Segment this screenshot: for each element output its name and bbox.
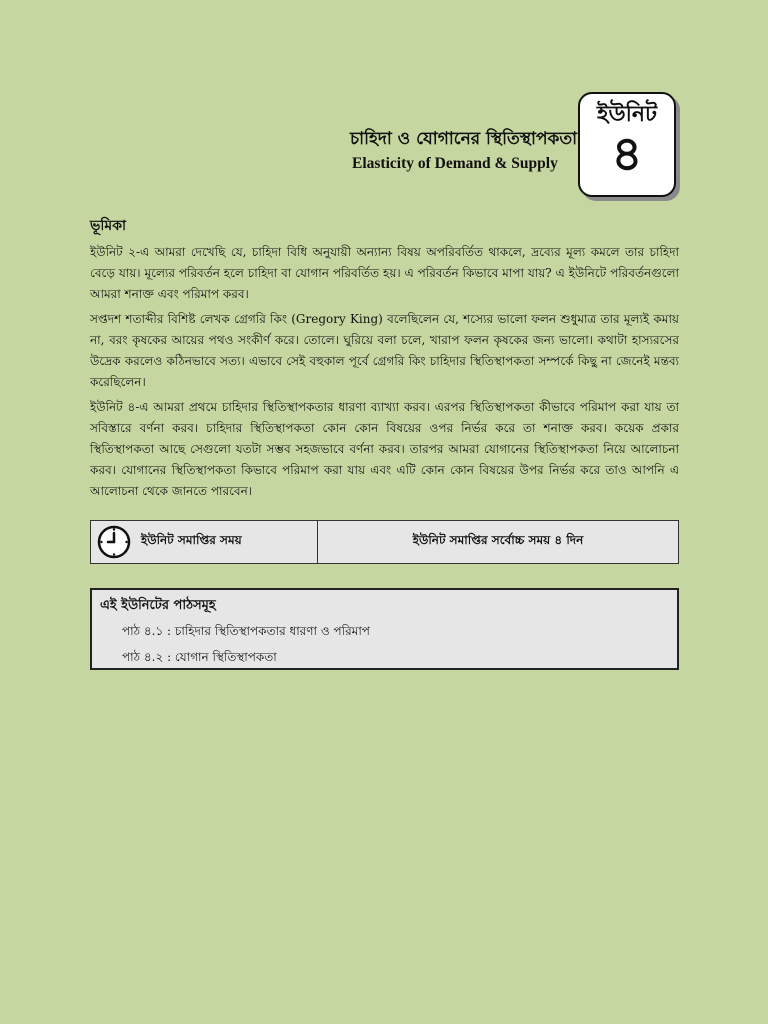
intro-paragraph: সপ্তদশ শতাব্দীর বিশিষ্ট লেখক গ্রেগরি কিং (Gregory King) বলেছিলেন যে, শস্যের ভালো ফলন শুধুমাত্র তার মূল্যই কমায় না, বরং কৃষকের আয়ের পথও সংকীর্ণ করে। তোলে। ঘুরিয়ে বলা চলে, খারাপ ফলন কৃষকের জন্য ভালো। কথাটা হাস্যরসের উদ্রেক করলেও কঠিনভাবে সত্য। এভাবে সেই বহুকাল পূর্বে গ্রেগরি কিং চাহিদার স্থিতিস্থাপকতা সম্পর্কে কিছু না জেনেই মন্তব্য করেছিলেন। [90, 312, 679, 389]
unit-time-value: ইউনিট সমাপ্তির সর্বোচ্চ সময় ৪ দিন [412, 533, 584, 547]
lessons-box [90, 588, 679, 670]
intro-paragraph: ইউনিট ৪-এ আমরা প্রথমে চাহিদার স্থিতিস্থাপকতার ধারণা ব্যাখ্যা করব। এরপর স্থিতিস্থাপকতা কীভাবে পরিমাপ করা যায় তা সবিস্তারে বর্ণনা করব। চাহিদার স্থিতিস্থাপকতা কোন কোন বিষয়ের ওপর নির্ভর করে তা শনাক্ত করব। কয়েক প্রকার স্থিতিস্থাপকতা আছে সেগুলো যতটা সম্ভব সহজভাবে বর্ণনা করব। তারপর আমরা যোগানের স্থিতিস্থাপকতা নিয়ে আলোচনা করব। যোগানের স্থিতিস্থাপকতা কিভাবে পরিমাপ করা যায় এবং এটি কোন কোন বিষয়ের উপর নির্ভর করে তাও আপনি এ আলোচনা থেকে জানতে পারবেন। [90, 400, 679, 498]
lesson-item: পাঠ ৪.২ : যোগান স্থিতিস্থাপকতা [122, 650, 277, 664]
clock-icon [97, 525, 131, 559]
unit-time-label: ইউনিট সমাপ্তির সময় [141, 533, 242, 547]
unit-badge [578, 92, 676, 197]
unit-badge-word: ইউনিট [597, 101, 657, 127]
intro-heading: ভূমিকা [90, 218, 127, 234]
unit-title-bengali: চাহিদা ও যোগানের স্থিতিস্থাপকতা [350, 129, 578, 149]
intro-section [90, 214, 679, 506]
unit-title-english: Elasticity of Demand & Supply [352, 155, 558, 172]
unit-time-box [90, 520, 679, 564]
lesson-item: পাঠ ৪.১ : চাহিদার স্থিতিস্থাপকতার ধারণা ও পরিমাপ [122, 624, 370, 638]
lessons-title: এই ইউনিটের পাঠসমূহ [100, 598, 216, 613]
unit-badge-number: ৪ [611, 126, 643, 182]
unit-time-label-cell [91, 521, 318, 563]
intro-paragraph: ইউনিট ২-এ আমরা দেখেছি যে, চাহিদা বিধি অনুযায়ী অন্যান্য বিষয় অপরিবর্তিত থাকলে, দ্রব্যের মূল্য কমলে তার চাহিদা বেড়ে যায়। মূল্যের পরিবর্তন হলে চাহিদা বা যোগান পরিবর্তিত হয়। এ পরিবর্তন কিভাবে মাপা যায়? এ ইউনিটে পরিবর্তনগুলো আমরা শনাক্ত এবং পরিমাপ করব। [90, 245, 679, 301]
